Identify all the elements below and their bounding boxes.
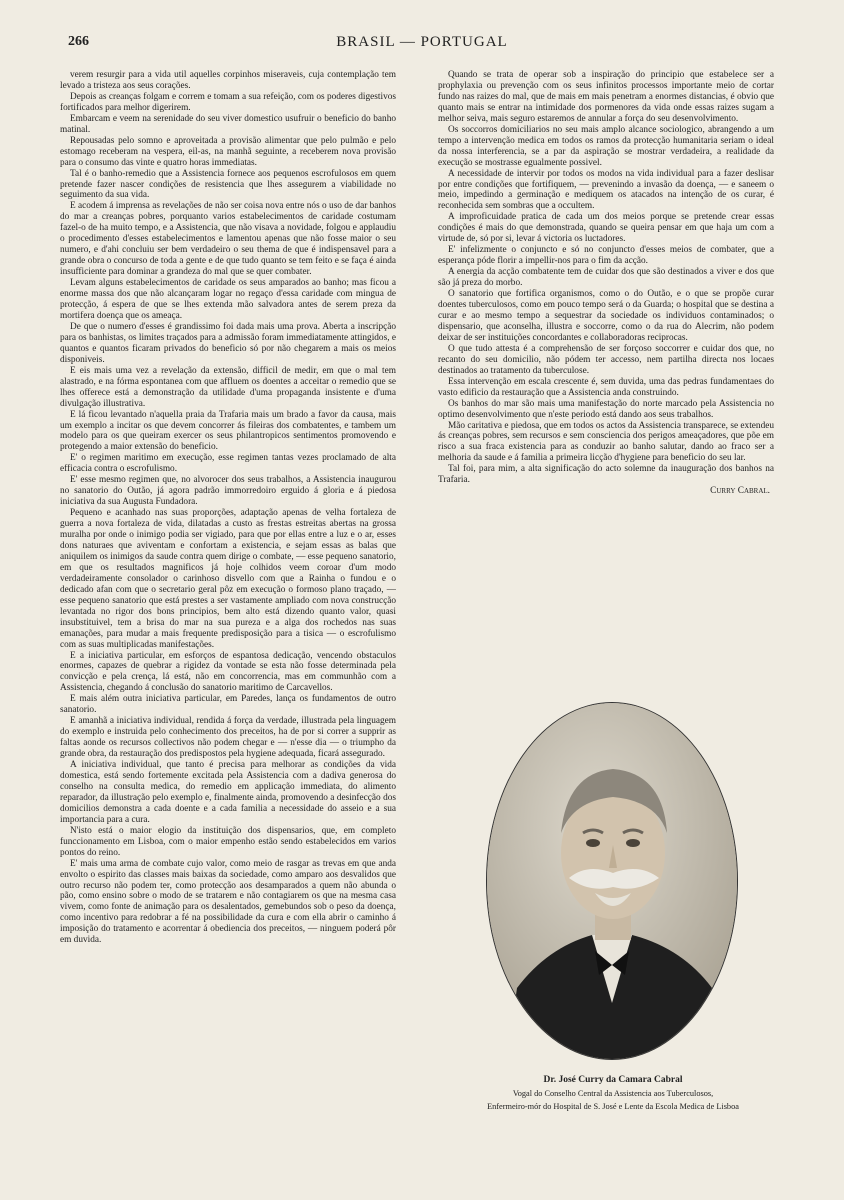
paragraph: Embarcam e veem na serenidade do seu viver domestico usufruir o beneficio do banho matinal. — [60, 113, 396, 135]
paragraph: A necessidade de intervir por todos os modos na vida individual para a fazer deslisar por entre condições que fortifiquem, — prevenindo a invasão da doença, — e saneem o meio, impedindo a germinação e mediquem os atacados na intenção de os curar, é reconhecida sem sombras que a occultem. — [438, 168, 774, 212]
paragraph: E eis mais uma vez a revelação da extensão, difficil de medir, em que o mal tem alastrado, e na fórma espontanea com que affluem os doentes a acceitar o remedio que se lhes offerece está a demonstração da utilidade d'uma propaganda insistente e d'uma divulgação illustrativa. — [60, 365, 396, 409]
paragraph: Repousadas pelo somno e aproveitada a provisão alimentar que pelo pulmão e pelo estomago receberam na vespera, eil-as, na manhã seguinte, a receberem nova provisão para o consumo das vinte e quatro horas immediatas. — [60, 135, 396, 168]
paragraph: A energia da acção combatente tem de cuidar dos que são destinados a viver e dos que são já preza do morbo. — [438, 267, 774, 289]
paragraph: verem resurgir para a vida util aquelles corpinhos miseraveis, cuja contemplação tem levado a tristeza aos seus corações. — [60, 70, 396, 91]
portrait-caption — [440, 1074, 786, 1113]
author-signature: Curry Cabral. — [710, 486, 770, 497]
paragraph: O que tudo attesta é a comprehensão de ser forçoso soccorrer e cuidar dos que, no recanto do seu domicilio, não pódem ter accesso, nem partilha directa nos locaes destinados ao tratamento da tuberculose. — [438, 343, 774, 376]
paragraph: E acodem á imprensa as revelações de não ser coisa nova entre nós o uso de dar banhos do mar a creanças pobres, porquanto varios estabelecimentos de caridade costumam fazel-o de ha muito tempo, e a Assistencia, que não visava a novidade, folgou e applaudiu o procedimento d'esses estabelecimentos e lamentou apenas que não fosse maior o seu numero, e d'ahi concluiu ser bem verdadeiro o seu thema de que é indispensavel para a grande obra o concurso de toda a gente e de que tudo quanto se tem feito e se faça é ainda insufficiente para dominar a grandeza do mal que se quer combater. — [60, 201, 396, 278]
page-header — [60, 34, 784, 56]
paragraph: Tal foi, para mim, a alta significação do acto solemne da inauguração dos banhos na Trafaria. — [438, 464, 774, 486]
paragraph: Os banhos do mar são mais uma manifestação do norte marcado pela Assistencia no optimo desenvolvimento que n'este periodo está dando aos seus trabalhos. — [438, 398, 774, 420]
paragraph: N'isto está o maior elogio da instituição dos dispensarios, que, em completo funccionamento em Lisboa, com o maior empenho estão sendo estabelecidos em varios pontos do reino. — [60, 825, 396, 858]
paragraph: Depois as creanças folgam e correm e tomam a sua refeição, com os poderes digestivos fortificados para melhor digerirem. — [60, 91, 396, 113]
paragraph: Essa intervenção em escala crescente é, sem duvida, uma das pedras fundamentaes do vasto edificio da restauração que a Assistencia anda construindo. — [438, 376, 774, 398]
caption-name: Dr. José Curry da Camara Cabral — [543, 1075, 683, 1085]
paragraph: E' infelizmente o conjuncto e só no conjuncto d'esses meios de combater, que a esperança póde florir a impellir-nos para o fim da acção. — [438, 245, 774, 267]
paragraph: Quando se trata de operar sob a inspiração do principio que estabelece ser a prophylaxia ou prevenção com os seus infinitos processos importante meio de cortar fundo nas raizes do mal, que de mais em mais penetram a enormes distancias, é obvio que quanto mais se entrar na intimidade dos pormenores da vida onde essas raizes sugam a melhor seiva, mais seguro estaremos de annular a força do seu desenvolvimento. — [438, 70, 774, 124]
portrait-illustration — [487, 703, 737, 1059]
paragraph: E mais além outra iniciativa particular, em Paredes, lança os fundamentos de outro sanatorio. — [60, 694, 396, 716]
paragraph: Pequeno e acanhado nas suas proporções, adaptação apenas de velha fortaleza de guerra a nova fortaleza de vida, dilatadas a custo as frestas estreitas abertas na grossa muralha por onde o inimigo podia ser vigiado, para que por ellas entre a luz e o ar, esses dons naturaes que aviventam e confortam a existencia, e sejam essas as balas que aniquilem os inimigos da saude contra quem dirige o combate, — esse pequeno sanatorio, em que os resultados magnificos já hoje colhidos veem coroar d'um modo verdadeiramente consolador o carinhoso disvello com que a Rainha o fundou e o dedicado afan com que o secretario geral pôz em execução o formoso plano traçado, — esse pequeno sanatorio que está prestes a ser vastamente ampliado com nova construcção levantada no rigor dos bons principios, bem alto está dizendo quanto valor, quasi insubstituivel, tem a brisa do mar na sua pureza e a alga dos rochedos nas suas emanações, para mudar a mais frequente predisposição para a tisica — o escrofulismo com as suas multiplicadas manifestações. — [60, 508, 396, 650]
paragraph: E amanhã a iniciativa individual, rendida á força da verdade, illustrada pela linguagem do exemplo e instruida pelo conhecimento dos preceitos, ha de por si correr a supprir as faltas aonde os recursos collectivos não podem chegar e — n'esse dia — o triumpho da grande obra, da restauração dos predispostos pela hygiene adequada, ficará assegurado. — [60, 716, 396, 760]
paragraph: E a iniciativa particular, em esforços de espantosa dedicação, vencendo obstaculos enormes, capazes de quebrar a rigidez da vontade se esta não fosse determinada pela convicção e pela crença, lá está, não em concorrencia, mas em communhão com a Assistencia, chegando á conclusão do sanatorio maritimo de Carcavellos. — [60, 650, 396, 694]
paragraph: Mão caritativa e piedosa, que em todos os actos da Assistencia transparece, se extendeu ás creanças pobres, sem recursos e sem consciencia dos perigos ameaçadores, que põe em risco a sua fraca existencia para as conduzir ao banho salutar, dando ao fraco ser a melhoria da saude e á familia a primeira licção d'hygiene para beneficio do seu lar. — [438, 420, 774, 464]
page-number: 266 — [68, 34, 89, 49]
paragraph: Tal é o banho-remedio que a Assistencia fornece aos pequenos escrofulosos em quem pretende fazer nascer condições de resistencia que lhes assegurem a viabilidade no seguimento da sua vida. — [60, 168, 396, 201]
paragraph: E' mais uma arma de combate cujo valor, como meio de rasgar as trevas em que anda envolto o espirito das classes mais baixas da sociedade, como amparo aos desvalidos que outro recurso não podem ter, como protecção aos desamparados a quem não abunda o pão, como ensino sobre o modo de se tratarem e não contagiarem os que na mesma casa vivem, como fonte de animação para os desalentados, gemebundos sob o peso da doença, como incentivo para redobrar a fé na possibilidade da cura e com ella abrir o caminho á imposição do tratamento e acorrentar á obediencia dos preceitos, — ninguem poderá pôr em duvida. — [60, 858, 396, 946]
caption-line: Enfermeiro-mór do Hospital de S. José e Lente da Escola Medica de Lisboa — [487, 1102, 739, 1111]
running-title: BRASIL — PORTUGAL — [336, 34, 508, 50]
paragraph: Os soccorros domiciliarios no seu mais amplo alcance sociologico, abrangendo a um tempo a intervenção medica em todos os ramos da protecção humanitaria seriam o ideal da nossa interferencia, se a par da aspiração se mostrar verdadeira, a realidade da execução se mostrasse egualmente possivel. — [438, 124, 774, 168]
portrait-photo — [486, 702, 738, 1060]
paragraph: E' esse mesmo regimen que, no alvorocer dos seus trabalhos, a Assistencia inaugurou no sanatorio do Outão, já agora padrão immorredoiro erguido á gloria e á piedosa iniciativa da sua Augusta Fundadora. — [60, 475, 396, 508]
paragraph: Levam alguns estabelecimentos de caridade os seus amparados ao banho; mas ficou a enorme massa dos que não alcançaram logar no regaço d'essa caridade com mingua de protecção, á espera de que se lhes extenda mão salvadora antes de serem preza da mortifera doença que os ameaça. — [60, 278, 396, 321]
paragraph: E lá ficou levantado n'aquella praia da Trafaria mais um brado a favor da causa, mais um exemplo a incitar os que devem concorrer ás fileiras dos combatentes, e tambem um modelo para os que queiram exercer os seus philantropicos sentimentos promovendo e protegendo a maior extensão do beneficio. — [60, 409, 396, 453]
paragraph: E' o regimen maritimo em execução, esse regimen tantas vezes proclamado de alta efficacia contra o escrofulismo. — [60, 453, 396, 475]
paragraph: A iniciativa individual, que tanto é precisa para melhorar as condições da vida domestica, está sendo fortemente excitada pela Assistencia com a dadiva generosa do conselho na consulta medica, do remedio em applicação immediata, do alimento reparador, da illustração pelo exemplo e, finalmente ainda, promovendo a desinfecção dos domicilios demonstra a cada doente e a cada familia a necessidade do asseio e a sua importancia para a cura. — [60, 760, 396, 825]
paragraph: De que o numero d'esses é grandissimo foi dada mais uma prova. Aberta a inscripção para os banhistas, os limites traçados para a admissão foram immediatamente attingidos, e quantos e quantos ficaram privados do beneficio só por não chegarem a mais os meios disponiveis. — [60, 321, 396, 365]
paragraph: A improficuidade pratica de cada um dos meios porque se pretende crear essas condições é mais do que demonstrada, quando se queira pensar em que haja um com a virtude de, só por si, levar á victoria os luctadores. — [438, 212, 774, 245]
right-text-column — [438, 70, 774, 660]
left-text-column — [60, 70, 396, 1130]
caption-line: Vogal do Conselho Central da Assistencia aos Tuberculosos, — [512, 1089, 714, 1098]
paragraph: O sanatorio que fortifica organismos, como o do Outão, e o que se propõe curar doentes tuberculosos, como em pouco tempo será o da Guarda; o hospital que se destina a curar e ao mesmo tempo a sequestrar da sociedade os individuos contaminados; o dispensario, que aconselha, illustra e soccorre, como o da rua do Alecrim, não podem deixar de ser instituições concordantes e collaboradoras reciprocas. — [438, 289, 774, 343]
